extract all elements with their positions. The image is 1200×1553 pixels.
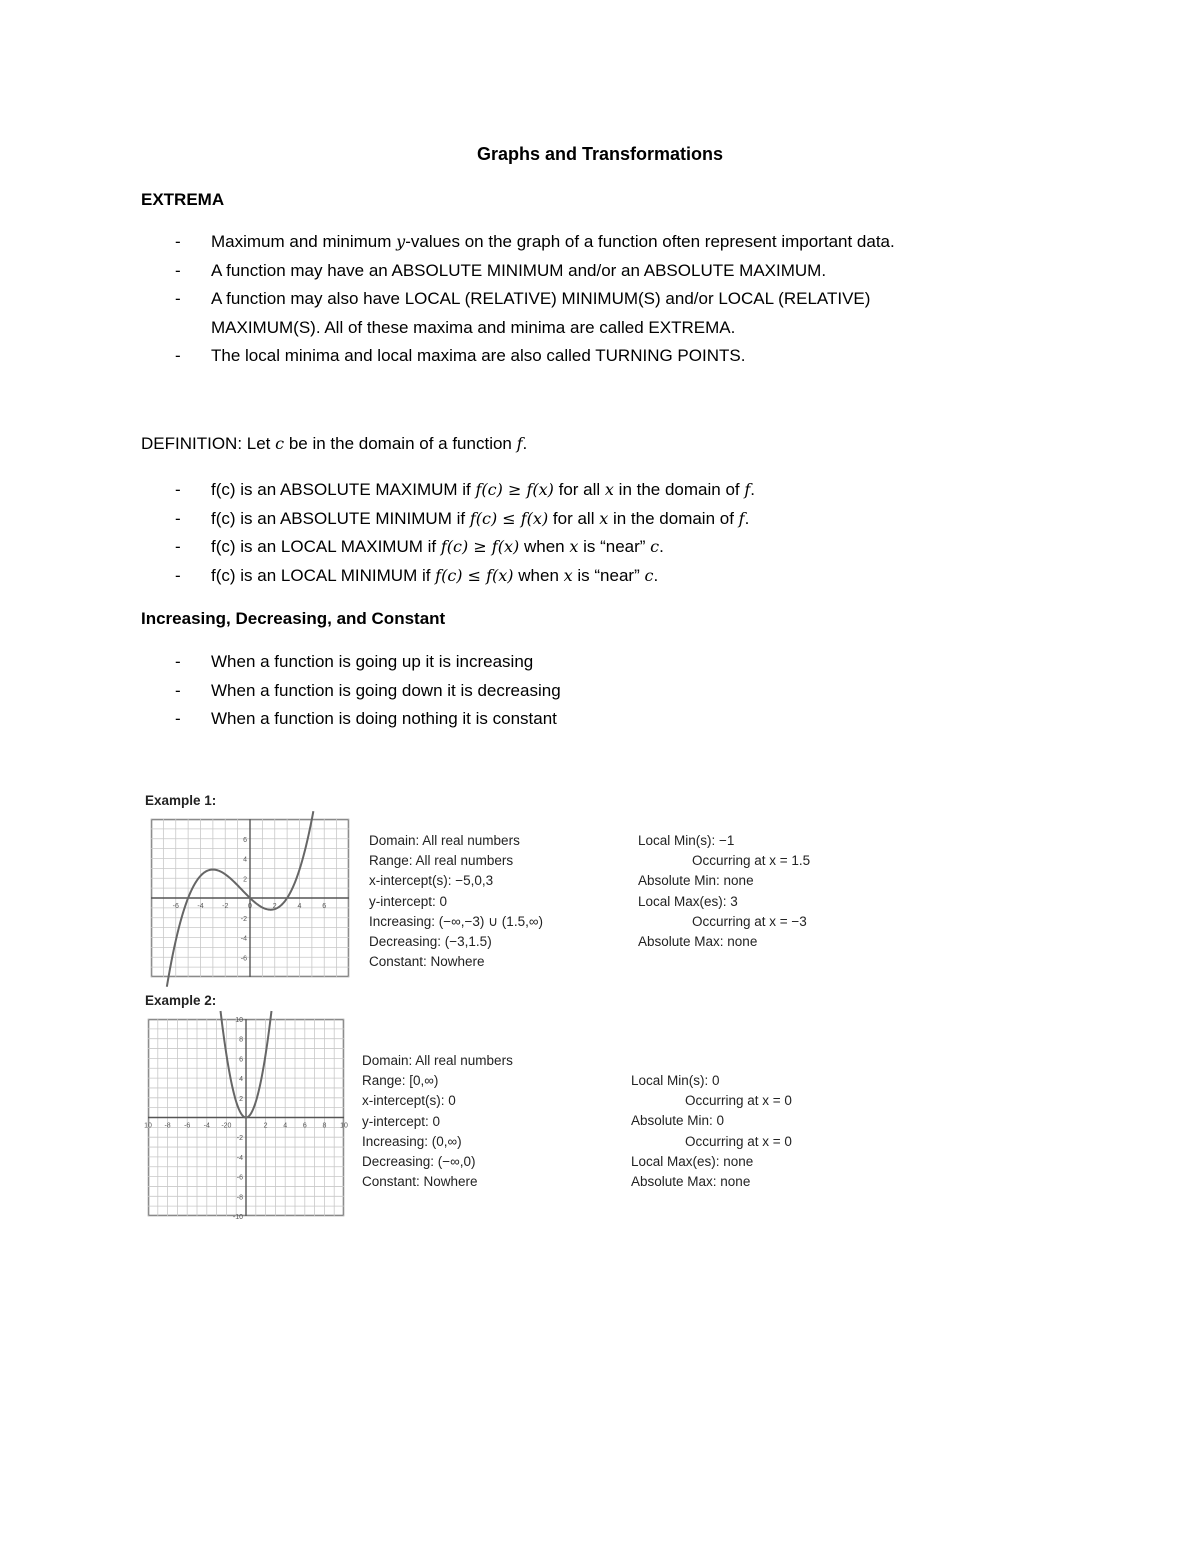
info-line: Local Max(es): 3 xyxy=(638,893,738,909)
monotonic-list xyxy=(141,648,1061,734)
info-line: Occurring at x = 1.5 xyxy=(692,853,811,869)
example2-graph xyxy=(144,1017,348,1221)
list-item: - When a function is going up it is increasing xyxy=(141,648,1061,677)
list-item: - When a function is going down it is decreasing xyxy=(141,677,1061,706)
info-line: Decreasing: (−3,1.5) xyxy=(369,934,492,950)
x-tick-label: 2 xyxy=(272,903,277,910)
info-line: Occurring at x = −3 xyxy=(692,913,807,929)
y-tick-label: 8 xyxy=(239,1036,243,1044)
x-tick-label: -4 xyxy=(197,903,204,910)
x-tick-label: -8 xyxy=(164,1122,171,1130)
example1-graph xyxy=(151,819,349,977)
info-line: y-intercept: 0 xyxy=(369,893,448,909)
x-tick-label: 2 xyxy=(263,1122,268,1130)
y-tick-label: -10 xyxy=(232,1214,243,1221)
info-line: Occurring at x = 0 xyxy=(685,1093,792,1109)
info-line: Absolute Min: 0 xyxy=(631,1113,725,1129)
list-item: - Maximum and minimum y-values on the graph of a function often represent important data. xyxy=(141,228,1061,257)
x-tick-label: -2 xyxy=(222,903,229,910)
y-tick-label: 2 xyxy=(239,1095,243,1103)
x-tick-label: 6 xyxy=(302,1122,307,1130)
x-tick-label: 4 xyxy=(283,1122,288,1130)
list-item: - A function may have an ABSOLUTE MINIMUM and/or an ABSOLUTE MAXIMUM. xyxy=(141,257,1061,286)
info-line: Decreasing: (−∞,0) xyxy=(362,1154,476,1170)
y-tick-label: -8 xyxy=(236,1194,243,1202)
x-tick-label: -20 xyxy=(221,1122,232,1130)
definition-lead: DEFINITION: Let c be in the domain of a function f. xyxy=(141,434,528,453)
x-tick-label: -4 xyxy=(203,1122,210,1130)
page-title: Graphs and Transformations xyxy=(476,144,724,164)
extrema-heading: EXTREMA xyxy=(141,190,225,209)
info-line: Local Max(es): none xyxy=(631,1153,754,1169)
y-tick-label: 10 xyxy=(235,1017,243,1024)
x-tick-label: -6 xyxy=(184,1122,191,1130)
x-tick-label: 4 xyxy=(297,903,302,910)
y-tick-label: 6 xyxy=(243,836,247,844)
example1-title: Example 1: xyxy=(145,793,217,808)
x-tick-label: 0 xyxy=(248,903,252,910)
list-item: - When a function is doing nothing it is constant xyxy=(141,705,1061,734)
y-tick-label: 6 xyxy=(239,1056,243,1064)
example2-title: Example 2: xyxy=(145,993,217,1008)
y-tick-label: 4 xyxy=(239,1076,243,1084)
info-line: Range: All real numbers xyxy=(369,853,514,869)
info-line: Constant: Nowhere xyxy=(362,1174,478,1190)
y-tick-label: -4 xyxy=(236,1154,243,1162)
info-line: Local Min(s): 0 xyxy=(631,1073,720,1088)
info-line: Absolute Max: none xyxy=(638,934,758,950)
example1-properties xyxy=(369,831,543,972)
y-tick-label: -4 xyxy=(240,935,247,943)
info-line: Absolute Max: none xyxy=(631,1174,751,1190)
list-item: - A function may also have LOCAL (RELATIVE) MINIMUM(S) and/or LOCAL (RELATIVE) MAXIMUM(S). All of these maxima and minima are called EXTREMA. xyxy=(141,285,1061,342)
example2-extrema xyxy=(631,1071,792,1192)
y-tick-label: -6 xyxy=(240,955,247,963)
x-tick-label: 10 xyxy=(144,1122,152,1130)
monotonic-heading: Increasing, Decreasing, and Constant xyxy=(141,609,446,628)
info-line: Local Min(s): −1 xyxy=(638,833,735,848)
example1-extrema xyxy=(638,831,810,952)
extrema-list xyxy=(141,228,1061,371)
x-tick-label: 8 xyxy=(322,1122,327,1130)
info-line: x-intercept(s): 0 xyxy=(362,1093,456,1109)
info-line: x-intercept(s): −5,0,3 xyxy=(369,873,494,889)
y-tick-label: -2 xyxy=(236,1135,243,1143)
y-tick-label: -2 xyxy=(240,915,247,923)
x-tick-label: 6 xyxy=(322,903,327,910)
example2-properties xyxy=(362,1051,513,1192)
info-line: Increasing: (−∞,−3) ∪ (1.5,∞) xyxy=(369,913,543,929)
y-tick-label: 4 xyxy=(243,856,247,864)
list-item: - The local minima and local maxima are also called TURNING POINTS. xyxy=(141,342,1061,371)
definition-list xyxy=(141,476,1061,590)
list-item: - f(c) is an LOCAL MINIMUM if f(c) ≤ f(x) when x is “near” c. xyxy=(141,562,1061,591)
list-item: - f(c) is an LOCAL MAXIMUM if f(c) ≥ f(x) when x is “near” c. xyxy=(141,533,1061,562)
list-item: - f(c) is an ABSOLUTE MAXIMUM if f(c) ≥ f(x) for all x in the domain of f. xyxy=(141,476,1061,505)
info-line: Absolute Min: none xyxy=(638,873,754,889)
y-tick-label: -6 xyxy=(236,1174,243,1182)
info-line: Domain: All real numbers xyxy=(362,1053,513,1068)
x-tick-label: -6 xyxy=(172,903,179,910)
info-line: Constant: Nowhere xyxy=(369,954,485,970)
x-tick-label: 10 xyxy=(340,1122,348,1130)
info-line: Occurring at x = 0 xyxy=(685,1133,792,1149)
y-tick-label: 2 xyxy=(243,876,247,884)
info-line: Increasing: (0,∞) xyxy=(362,1133,462,1149)
info-line: Range: [0,∞) xyxy=(362,1073,439,1089)
info-line: y-intercept: 0 xyxy=(362,1113,441,1129)
info-line: Domain: All real numbers xyxy=(369,833,520,848)
list-item: - f(c) is an ABSOLUTE MINIMUM if f(c) ≤ f(x) for all x in the domain of f. xyxy=(141,505,1061,534)
